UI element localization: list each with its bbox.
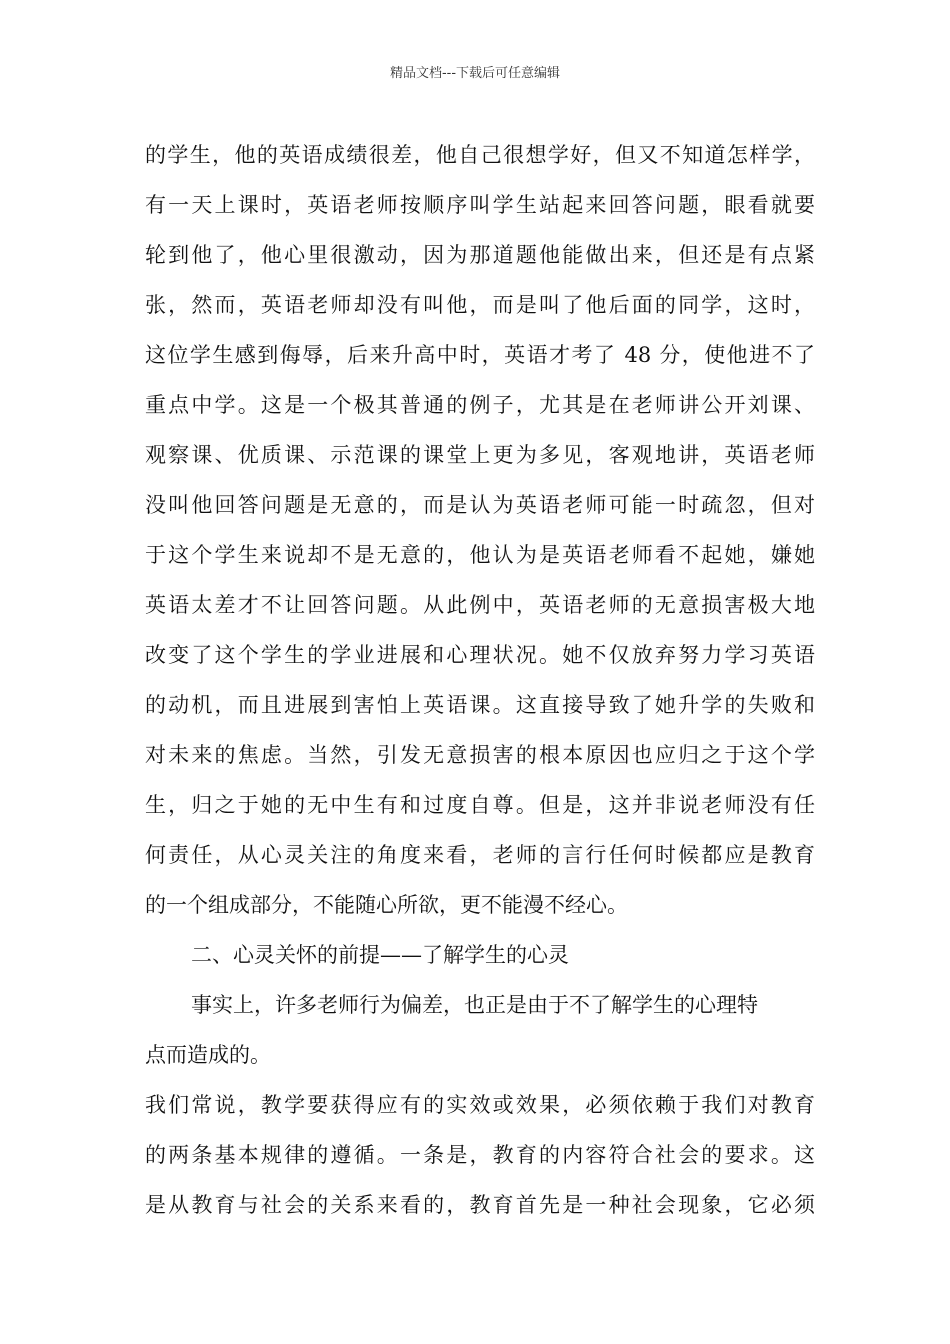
- text-line: 张，然而，英语老师却没有叫他，而是叫了他后面的同学，这时，: [145, 293, 815, 317]
- text-line: 有一天上课时，英语老师按顺序叫学生站起来回答问题，眼看就要: [145, 193, 815, 217]
- text-line: 对未来的焦虑。当然，引发无意损害的根本原因也应归之于这个学: [145, 743, 815, 767]
- text-line: 的学生，他的英语成绩很差，他自己很想学好，但又不知道怎样学，: [145, 143, 815, 167]
- text-line: 观察课、优质课、示范课的课堂上更为多见，客观地讲，英语老师: [145, 443, 815, 467]
- text-line: 这位学生感到侮辱，后来升高中时，英语才考了 48 分，使他进不了: [145, 343, 815, 367]
- text-line: 点而造成的。: [145, 1043, 271, 1067]
- text-line: 是从教育与社会的关系来看的，教育首先是一种社会现象，它必须: [145, 1193, 815, 1217]
- text-line: 于这个学生来说却不是无意的，他认为是英语老师看不起她，嫌她: [145, 543, 815, 567]
- text-line: 重点中学。这是一个极其普通的例子，尤其是在老师讲公开刘课、: [145, 393, 815, 417]
- text-line: 没叫他回答问题是无意的，而是认为英语老师可能一时疏忽，但对: [145, 493, 815, 517]
- section-heading: 二、心灵关怀的前提——了解学生的心灵: [191, 943, 569, 967]
- text-line: 的动机，而且进展到害怕上英语课。这直接导致了她升学的失败和: [145, 693, 815, 717]
- text-line: 何责任，从心灵关注的角度来看，老师的言行任何时候都应是教育: [145, 843, 815, 867]
- text-line: 我们常说，教学要获得应有的实效或效果，必须依赖于我们对教育: [145, 1093, 815, 1117]
- document-body: [145, 130, 815, 1230]
- page-header: 精品文档---下载后可任意编辑: [389, 66, 561, 81]
- text-line: 事实上，许多老师行为偏差，也正是由于不了解学生的心理特: [191, 993, 758, 1017]
- text-line: 的两条基本规律的遵循。一条是，教育的内容符合社会的要求。这: [145, 1143, 815, 1167]
- text-line: 的一个组成部分，不能随心所欲，更不能漫不经心。: [145, 893, 628, 917]
- text-line: 改变了这个学生的学业进展和心理状况。她不仅放弃努力学习英语: [145, 643, 815, 667]
- text-line: 生，归之于她的无中生有和过度自尊。但是，这并非说老师没有任: [145, 793, 815, 817]
- text-line: 英语太差才不让回答问题。从此例中，英语老师的无意损害极大地: [145, 593, 815, 617]
- text-line: 轮到他了，他心里很激动，因为那道题他能做出来，但还是有点紧: [145, 243, 815, 267]
